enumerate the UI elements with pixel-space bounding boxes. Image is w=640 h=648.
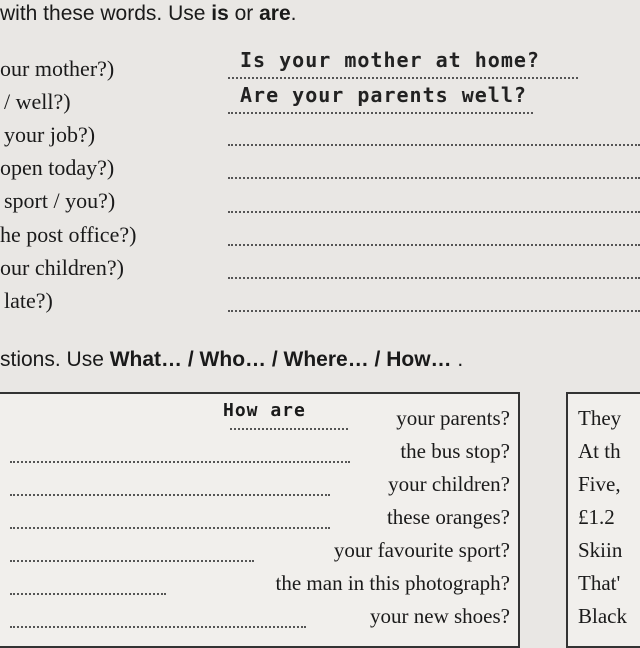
- answer-line-1[interactable]: [228, 77, 578, 79]
- answer-line-3[interactable]: [228, 144, 640, 146]
- cue-2: / well?): [4, 89, 71, 114]
- question-ending-2: the bus stop?: [400, 439, 510, 463]
- cue-1: our mother?): [0, 56, 115, 81]
- right-answer-1: They: [578, 406, 622, 430]
- right-answer-6: That': [578, 571, 621, 595]
- instruction-text: stions. Use: [0, 348, 110, 371]
- question-line-3[interactable]: [10, 494, 330, 496]
- question-line-2[interactable]: [10, 461, 350, 463]
- instruction-text: .: [290, 2, 297, 25]
- cue-8: late?): [4, 288, 53, 313]
- right-answer-4: £1.2: [578, 505, 615, 529]
- handwritten-answer[interactable]: How are: [223, 400, 306, 421]
- answer-line-4[interactable]: [228, 177, 640, 179]
- question-ending-7: your new shoes?: [370, 604, 510, 628]
- instruction-text: .: [457, 348, 464, 371]
- instruction-text: with these words. Use: [0, 2, 212, 25]
- keyword-are: are: [259, 2, 291, 25]
- keyword-is: is: [211, 2, 229, 25]
- exercise1-instruction: [0, 2, 297, 26]
- question-line-6[interactable]: [10, 593, 166, 595]
- answer-line-7[interactable]: [228, 277, 640, 279]
- cue-4: open today?): [0, 155, 115, 180]
- question-ending-5: your favourite sport?: [333, 538, 510, 562]
- question-line-4[interactable]: [10, 527, 330, 529]
- answer-line-6[interactable]: [228, 244, 640, 246]
- answer-line-8[interactable]: [228, 310, 640, 312]
- answer-2[interactable]: Are your parents well?: [240, 83, 527, 107]
- question-ending-6: the man in this photograph?: [275, 571, 510, 595]
- answer-line-5[interactable]: [228, 211, 640, 213]
- question-line-1[interactable]: [230, 428, 348, 430]
- answer-1[interactable]: Is your mother at home?: [240, 48, 540, 72]
- right-answer-3: Five,: [578, 472, 621, 496]
- question-ending-1: your parents?: [396, 406, 510, 430]
- cue-6: he post office?): [0, 222, 137, 247]
- question-line-5[interactable]: [10, 560, 254, 562]
- exercise2-instruction: [0, 348, 463, 372]
- answer-line-2[interactable]: [228, 112, 533, 114]
- instruction-text: or: [228, 2, 260, 25]
- cue-3: your job?): [4, 122, 96, 147]
- cue-7: our children?): [0, 255, 124, 280]
- question-words: What… / Who… / Where… / How…: [109, 348, 458, 371]
- cue-5: sport / you?): [4, 188, 116, 213]
- right-answer-7: Black: [578, 604, 627, 628]
- question-ending-3: your children?: [388, 472, 510, 496]
- right-answer-5: Skiin: [578, 538, 623, 562]
- question-ending-4: these oranges?: [386, 505, 510, 529]
- question-line-7[interactable]: [10, 626, 306, 628]
- right-answer-2: At th: [578, 439, 621, 463]
